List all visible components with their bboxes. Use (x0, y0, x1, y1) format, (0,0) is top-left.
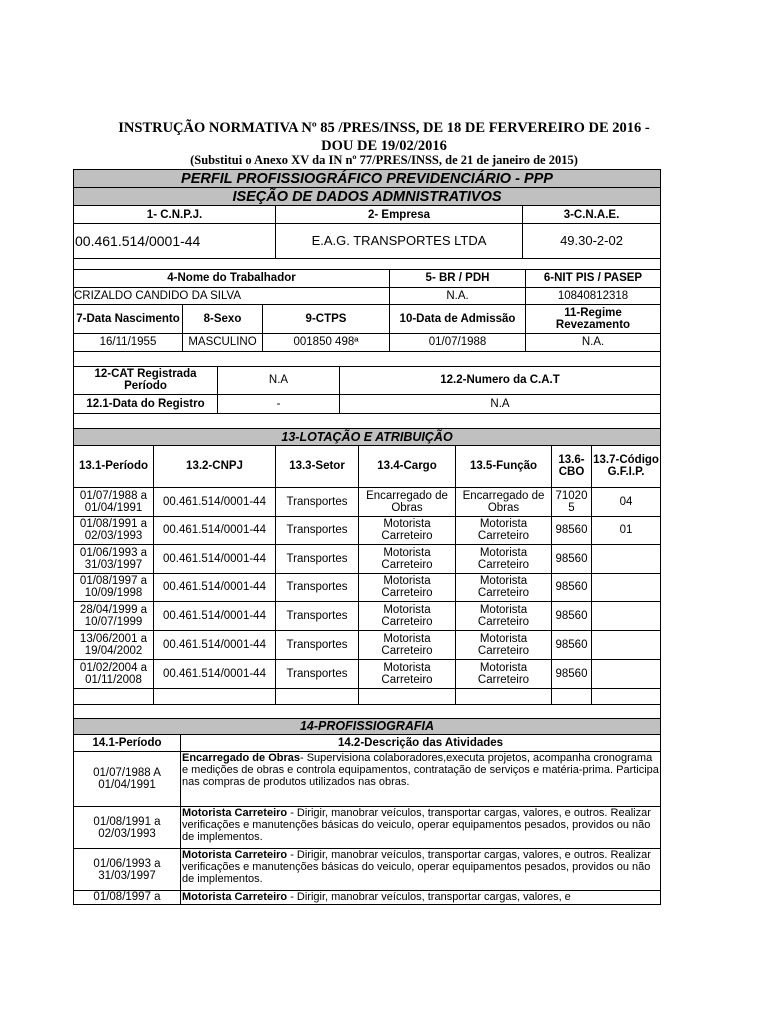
gfip-cell (592, 659, 661, 688)
nit-label: 6-NIT PIS / PASEP (526, 270, 661, 287)
prof-descricao-text: - Supervisiona colaboradores,executa projetos, acompanha cronograma e medições de obras e controla equipamentos, contratação de serviços e matéria-prima. Participa nas compras de produtos utilizados nas obras. (182, 752, 659, 788)
cbo-cell: 98560 (552, 544, 592, 573)
setor-cell: Transportes (276, 544, 359, 573)
setor-cell: Transportes (276, 630, 359, 659)
ctps-label: 9-CTPS (263, 304, 390, 333)
cargo-cell: Motorista Carreteiro (359, 573, 456, 601)
cnpj-cell: 00.461.514/0001-44 (154, 544, 276, 573)
list-item (74, 752, 661, 807)
document-title-line2: DOU DE 19/02/2016 (321, 138, 447, 154)
sexo-value: MASCULINO (183, 333, 263, 351)
funcao-cell: Motorista Carreteiro (456, 659, 552, 688)
admissao-value: 01/07/1988 (390, 333, 526, 351)
prof-periodo-cell: 01/06/1993 a 31/03/1997 (74, 849, 181, 891)
cnae-label: 3-C.N.A.E. (523, 206, 661, 224)
periodo-cell: 01/02/2004 a 01/11/2008 (74, 659, 154, 688)
col-cargo-header: 13.4-Cargo (359, 445, 456, 487)
prof-periodo-cell: 01/08/1997 a (74, 891, 181, 905)
table-row (74, 601, 661, 630)
table-row (74, 630, 661, 659)
cnae-value: 49.30-2-02 (523, 224, 661, 259)
cnpj-cell: 00.461.514/0001-44 (154, 630, 276, 659)
cat-table (73, 367, 661, 430)
nasc-value: 16/11/1955 (74, 333, 183, 351)
setor-cell: Transportes (276, 516, 359, 544)
cnpj-value: 00.461.514/0001-44 (74, 224, 276, 259)
table-row (74, 573, 661, 601)
admissao-label: 10-Data de Admissão (390, 304, 526, 333)
list-item (74, 849, 661, 891)
sexo-label: 8-Sexo (183, 304, 263, 333)
nasc-label: 7-Data Nascimento (74, 304, 183, 333)
cargo-cell: Motorista Carreteiro (359, 544, 456, 573)
cnpj-cell: 00.461.514/0001-44 (154, 487, 276, 516)
periodo-cell: 28/04/1999 a 10/07/1999 (74, 601, 154, 630)
cnpj-label: 1- C.N.P.J. (74, 206, 276, 224)
col-periodo-header: 13.1-Período (74, 445, 154, 487)
col-cnpj-header: 13.2-CNPJ (154, 445, 276, 487)
prof-descricao-cell (181, 849, 661, 891)
cat-value: N.A (218, 367, 340, 395)
periodo-cell: 01/08/1991 a 02/03/1993 (74, 516, 154, 544)
prof-descricao-cell (181, 891, 661, 905)
table-row (74, 544, 661, 573)
list-item (74, 807, 661, 849)
cargo-cell: Motorista Carreteiro (359, 630, 456, 659)
registro-value: - (218, 395, 340, 414)
document-title-line1: INSTRUÇÃO NORMATIVA Nº 85 /PRES/INSS, DE 18 DE FERVEREIRO DE 2016 - (118, 120, 650, 136)
cbo-cell: 98560 (552, 516, 592, 544)
regime-value: N.A. (526, 333, 661, 351)
nome-value: CRIZALDO CANDIDO DA SILVA (74, 287, 390, 304)
prof-cargo: Motorista Carreteiro (182, 807, 288, 819)
cargo-cell: Motorista Carreteiro (359, 601, 456, 630)
lotacao-table (73, 429, 661, 719)
nit-value: 10840812318 (526, 287, 661, 304)
col-cbo-header: 13.6-CBO (552, 445, 592, 487)
col-funcao-header: 13.5-Função (456, 445, 552, 487)
gfip-cell (592, 573, 661, 601)
prof-descricao-text: - Dirigir, manobrar veículos, transportar cargas, valores, e outros. Realizar verificações e manutenções básicas do veiculo, operar equipamentos pesados, providos ou não de implementos. (182, 807, 651, 843)
cat-label: 12-CAT Registrada Período (74, 367, 218, 395)
gfip-cell: 04 (592, 487, 661, 516)
funcao-cell: Motorista Carreteiro (456, 544, 552, 573)
worker-table (73, 270, 661, 367)
funcao-cell: Motorista Carreteiro (456, 601, 552, 630)
table-row (74, 516, 661, 544)
br-value: N.A. (390, 287, 526, 304)
prof-periodo-cell: 01/08/1991 a 02/03/1993 (74, 807, 181, 849)
cat-number-value: N.A (340, 395, 661, 414)
setor-cell: Transportes (276, 573, 359, 601)
empresa-value: E.A.G. TRANSPORTES LTDA (276, 224, 523, 259)
cnpj-cell: 00.461.514/0001-44 (154, 601, 276, 630)
cargo-cell: Encarregado de Obras (359, 487, 456, 516)
profissiografia-title: 14-PROFISSIOGRAFIA (74, 719, 661, 735)
prof-descricao-cell (181, 807, 661, 849)
gfip-cell (592, 544, 661, 573)
setor-cell: Transportes (276, 487, 359, 516)
prof-descricao-cell (181, 752, 661, 807)
table-row (74, 487, 661, 516)
prof-periodo-cell: 01/07/1988 A 01/04/1991 (74, 752, 181, 807)
lotacao-title: 13-LOTAÇÃO E ATRIBUIÇÃO (74, 429, 661, 445)
prof-cargo: Motorista Carreteiro (182, 849, 288, 861)
funcao-cell: Encarregado de Obras (456, 487, 552, 516)
cbo-cell: 98560 (552, 630, 592, 659)
cnpj-cell: 00.461.514/0001-44 (154, 516, 276, 544)
prof-periodo-header: 14.1-Período (74, 735, 181, 752)
table-row (74, 659, 661, 688)
ctps-value: 001850 498ª (263, 333, 390, 351)
prof-descricao-text: - Dirigir, manobrar veículos, transportar cargas, valores, e (287, 891, 571, 903)
cbo-cell: 98560 (552, 659, 592, 688)
col-gfip-header: 13.7-Código G.F.I.P. (592, 445, 661, 487)
regime-label: 11-Regime Revezamento (526, 304, 661, 333)
registro-label: 12.1-Data do Registro (74, 395, 218, 414)
empresa-label: 2- Empresa (276, 206, 523, 224)
funcao-cell: Motorista Carreteiro (456, 630, 552, 659)
periodo-cell: 01/07/1988 a 01/04/1991 (74, 487, 154, 516)
periodo-cell: 13/06/2001 a 19/04/2002 (74, 630, 154, 659)
cargo-cell: Motorista Carreteiro (359, 659, 456, 688)
cbo-cell: 98560 (552, 573, 592, 601)
gfip-cell (592, 630, 661, 659)
document-subtitle: (Substitui o Anexo XV da IN nº 77/PRES/INSS, de 21 de janeiro de 2015) (190, 153, 578, 167)
list-item (74, 891, 661, 905)
periodo-cell: 01/08/1997 a 10/09/1998 (74, 573, 154, 601)
company-table (73, 169, 661, 270)
profissiografia-table (73, 719, 661, 906)
form-title: PERFIL PROFISSIOGRÁFICO PREVIDENCIÁRIO - PPP (74, 170, 661, 188)
table-row (74, 688, 661, 704)
cnpj-cell: 00.461.514/0001-44 (154, 573, 276, 601)
cat-number-label: 12.2-Numero da C.A.T (340, 367, 661, 395)
cnpj-cell: 00.461.514/0001-44 (154, 659, 276, 688)
setor-cell: Transportes (276, 659, 359, 688)
cbo-cell: 710205 (552, 487, 592, 516)
gfip-cell (592, 601, 661, 630)
funcao-cell: Motorista Carreteiro (456, 573, 552, 601)
funcao-cell: Motorista Carreteiro (456, 516, 552, 544)
prof-descricao-text: - Dirigir, manobrar veículos, transportar cargas, valores, e outros. Realizar verificações e manutenções básicas do veiculo, operar equipamentos pesados, providos ou não de implementos. (182, 849, 651, 885)
col-setor-header: 13.3-Setor (276, 445, 359, 487)
prof-descricao-header: 14.2-Descrição das Atividades (181, 735, 661, 752)
cbo-cell: 98560 (552, 601, 592, 630)
ppp-form (73, 169, 660, 905)
setor-cell: Transportes (276, 601, 359, 630)
section-admin-title: ISEÇÃO DE DADOS ADMNISTRATIVOS (74, 188, 661, 206)
br-label: 5- BR / PDH (390, 270, 526, 287)
periodo-cell: 01/06/1993 a 31/03/1997 (74, 544, 154, 573)
prof-cargo: Motorista Carreteiro (182, 891, 288, 903)
gfip-cell: 01 (592, 516, 661, 544)
prof-cargo: Encarregado de Obras (182, 752, 300, 764)
cargo-cell: Motorista Carreteiro (359, 516, 456, 544)
nome-label: 4-Nome do Trabalhador (74, 270, 390, 287)
